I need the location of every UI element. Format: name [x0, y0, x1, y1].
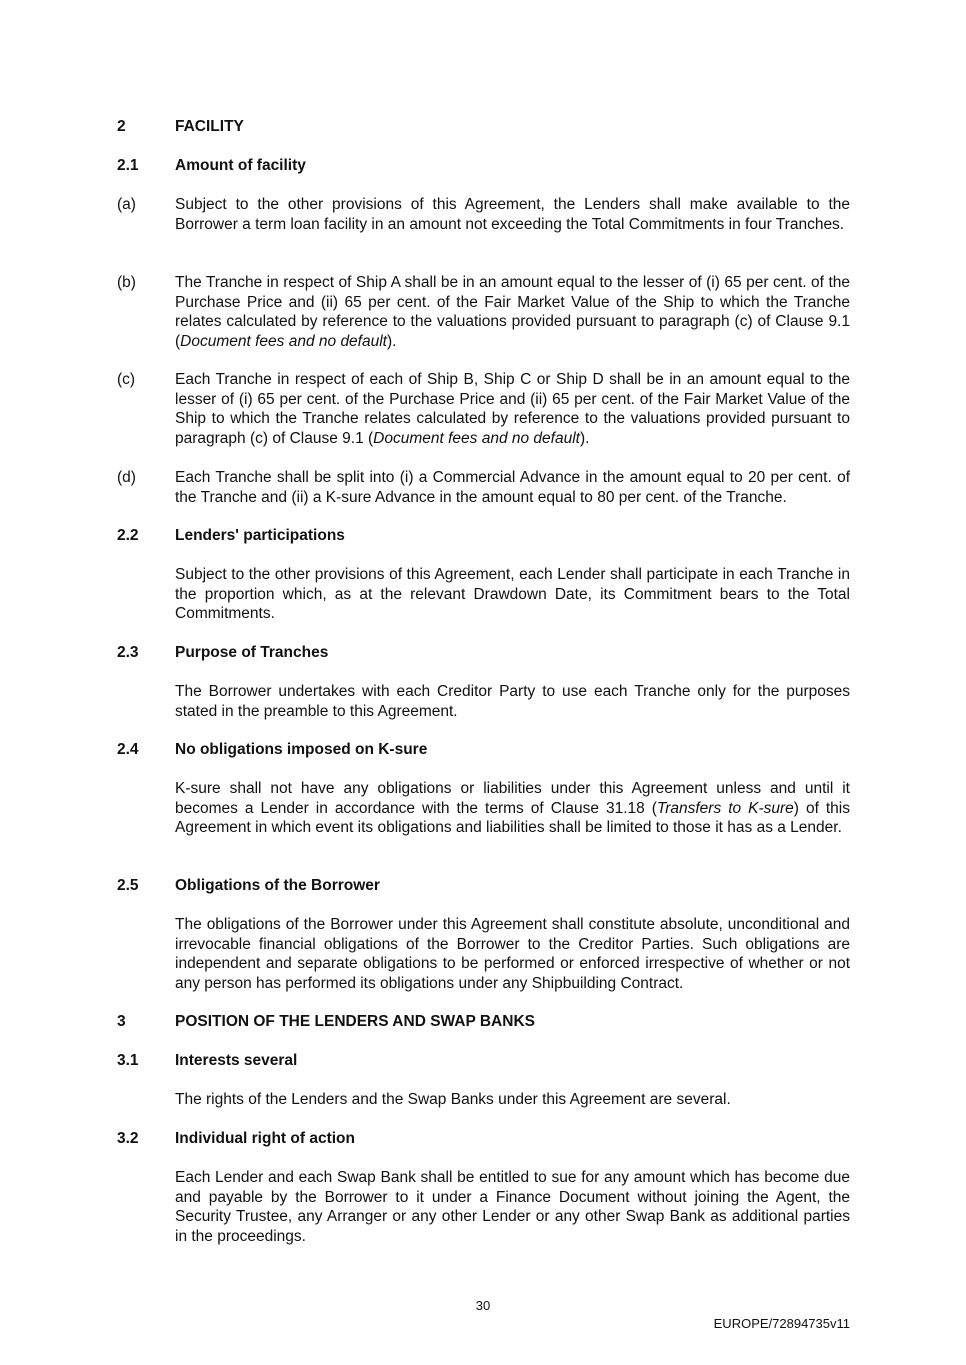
document-reference: EUROPE/72894735v11 [713, 1316, 850, 1331]
paragraph-label: (b) [117, 274, 136, 291]
clause-reference: Document fees and no default [373, 429, 580, 447]
section-heading-3 [117, 1012, 850, 1032]
clause-number: 3.2 [117, 1130, 139, 1147]
paragraph-text: The obligations of the Borrower under this Agreement shall constitute absolute, unconditional and irrevocable financial obligations of the Borrower to the Creditor Parties. Such obligations are independent and separate obligations to be performed or enforced irrespective of whether or not any person has performed its obligations under any Shipbuilding Contract. [175, 916, 850, 992]
section-number: 2 [117, 118, 126, 135]
clause-heading-3-2 [117, 1129, 850, 1149]
paragraph-label: (d) [117, 469, 136, 486]
paragraph-text: The Tranche in respect of Ship A shall be in an amount equal to the lesser of (i) 65 per cent. of the Purchase Price and (ii) 65 per cent. of the Fair Market Value of the Ship to which the Tranche relates calculated by reference to the valuations provided pursuant to paragraph (c) of Clause 9.1 (Document fees and no default). [175, 274, 850, 350]
paragraph-text: Subject to the other provisions of this Agreement, each Lender shall participate in each Tranche in the proportion which, as at the relevant Drawdown Date, its Commitment bears to the Total Commitments. [175, 566, 850, 623]
clause-title: No obligations imposed on K-sure [175, 741, 428, 758]
clause-number: 2.2 [117, 527, 139, 544]
section-heading-2 [117, 117, 850, 137]
clause-heading-2-5 [117, 876, 850, 896]
paragraph-text: The Borrower undertakes with each Creditor Party to use each Tranche only for the purposes stated in the preamble to this Agreement. [175, 683, 850, 720]
clause-heading-2-1 [117, 156, 850, 176]
clause-title: Interests several [175, 1052, 298, 1069]
clause-heading-2-4 [117, 740, 850, 760]
paragraph-text: The rights of the Lenders and the Swap Banks under this Agreement are several. [175, 1091, 731, 1108]
paragraph-text: Each Lender and each Swap Bank shall be entitled to sue for any amount which has become due and payable by the Borrower to it under a Finance Document without joining the Agent, the Security Trustee, any Arranger or any other Lender or any other Swap Bank as additional parties in the proceedings. [175, 1169, 850, 1245]
section-title: POSITION OF THE LENDERS AND SWAP BANKS [175, 1013, 535, 1030]
clause-number: 2.1 [117, 157, 139, 174]
paragraph-label: (a) [117, 196, 136, 213]
paragraph-text: Each Tranche in respect of each of Ship B, Ship C or Ship D shall be in an amount equal to the lesser of (i) 65 per cent. of the Purchase Price and (ii) 65 per cent. of the Fair Market Value of the Ship to which the Tranche relates calculated by reference to the valuations provided pursuant to paragraph (c) of Clause 9.1 (Document fees and no default). [175, 371, 850, 447]
clause-reference: Document fees and no default [180, 332, 387, 350]
clause-number: 2.3 [117, 644, 139, 661]
clause-title: Obligations of the Borrower [175, 877, 380, 894]
section-number: 3 [117, 1013, 126, 1030]
clause-title: Individual right of action [175, 1130, 355, 1147]
clause-heading-2-2 [117, 526, 850, 546]
clause-reference: Transfers to K-sure [656, 799, 794, 817]
clause-heading-2-3 [117, 643, 850, 663]
clause-heading-3-1 [117, 1051, 850, 1071]
clause-number: 2.4 [117, 741, 139, 758]
page-number: 30 [475, 1298, 491, 1313]
clause-title: Amount of facility [175, 157, 306, 174]
clause-number: 3.1 [117, 1052, 139, 1069]
clause-title: Lenders' participations [175, 527, 345, 544]
paragraph-text: Subject to the other provisions of this Agreement, the Lenders shall make available to the Borrower a term loan facility in an amount not exceeding the Total Commitments in four Tranches. [175, 196, 850, 233]
clause-title: Purpose of Tranches [175, 644, 329, 661]
section-title: FACILITY [175, 118, 244, 135]
paragraph-label: (c) [117, 371, 136, 388]
paragraph-text: Each Tranche shall be split into (i) a Commercial Advance in the amount equal to 20 per cent. of the Tranche and (ii) a K-sure Advance in the amount equal to 80 per cent. of the Tranche. [175, 469, 850, 506]
paragraph-text: K-sure shall not have any obligations or liabilities under this Agreement unless and until it becomes a Lender in accordance with the terms of Clause 31.18 (Transfers to K-sure) of this Agreement in which event its obligations and liabilities shall be limited to those it has as a Lender. [175, 780, 850, 837]
clause-number: 2.5 [117, 877, 139, 894]
